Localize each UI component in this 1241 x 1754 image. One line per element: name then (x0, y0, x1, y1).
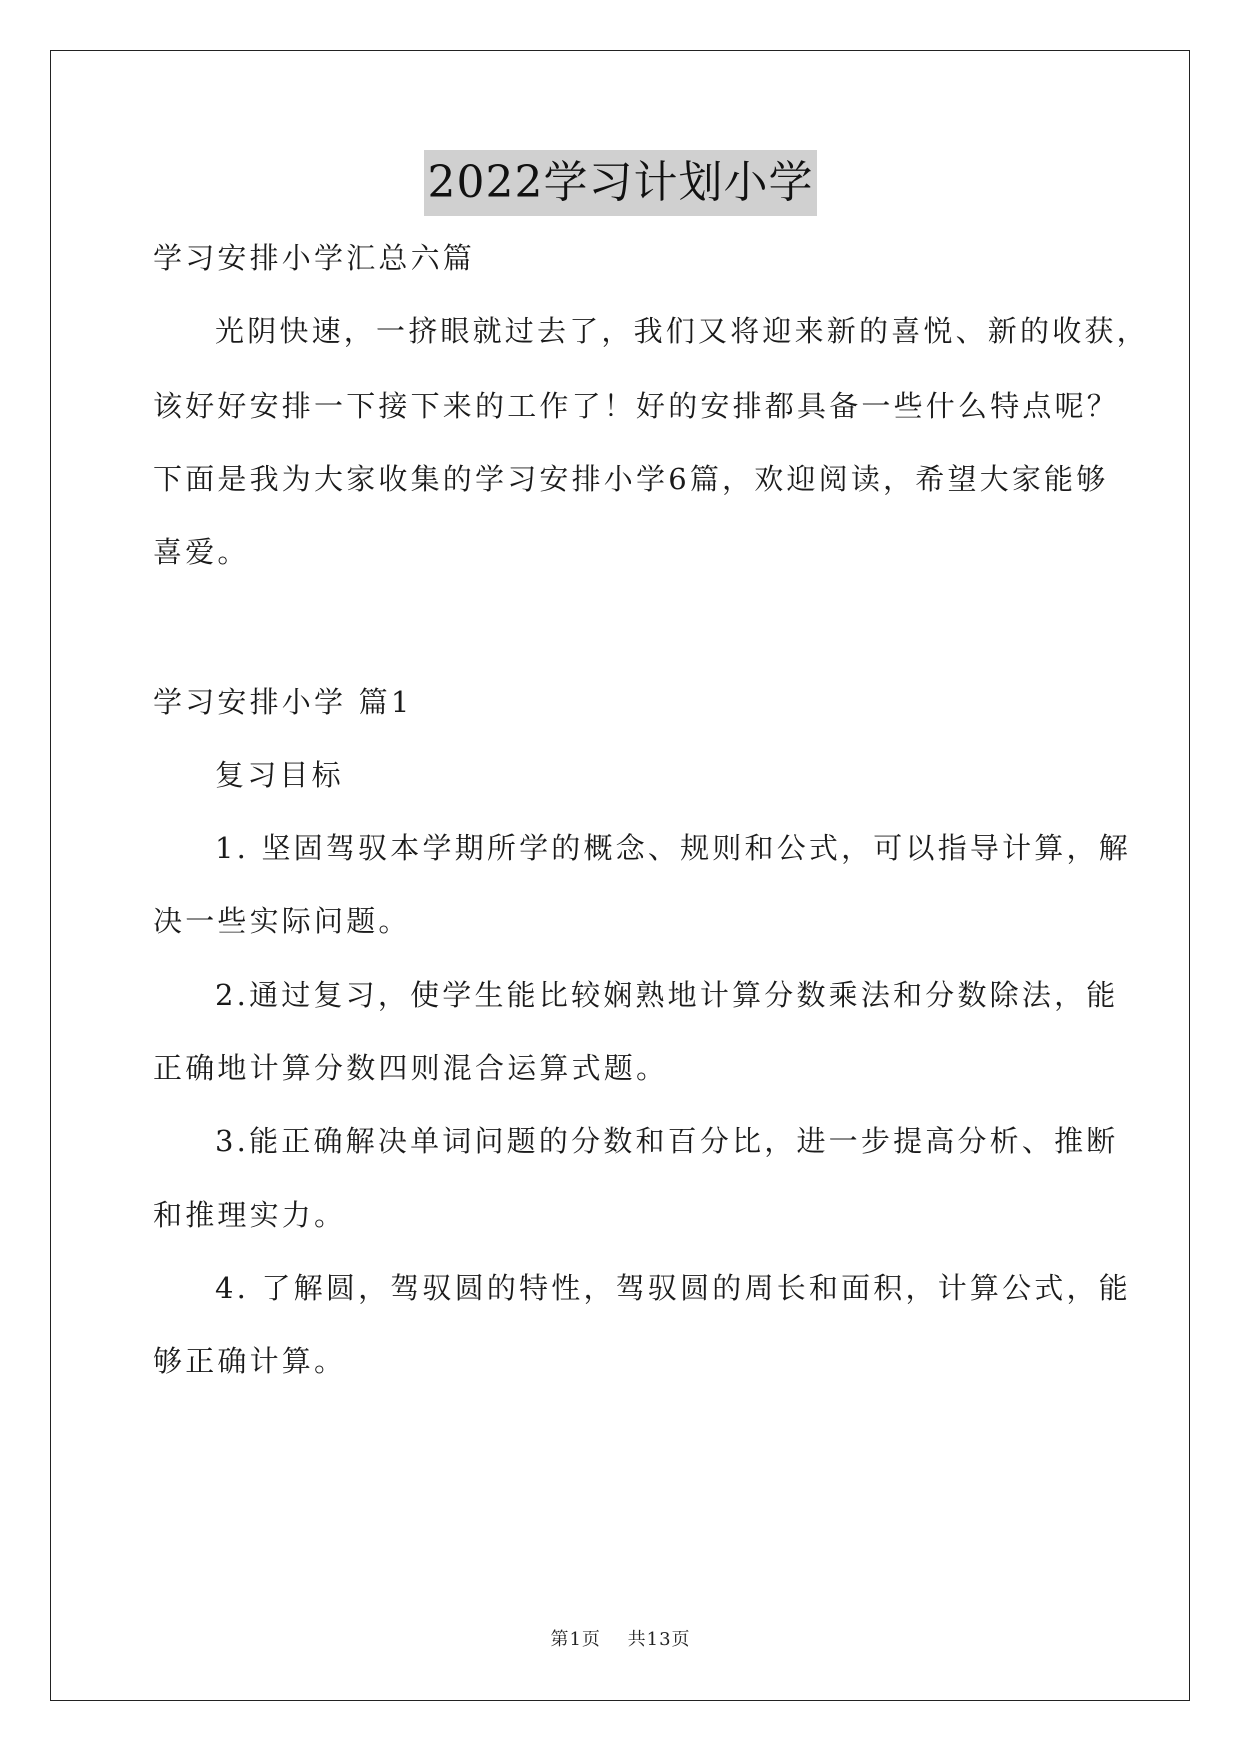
intro-line-3: 下面是我为大家收集的学习安排小学6篇，欢迎阅读，希望大家能够 (153, 462, 1109, 496)
goal-line-8: 够正确计算。 (153, 1344, 347, 1378)
goal-line-4: 正确地计算分数四则混合运算式题。 (153, 1051, 669, 1085)
document-title: 2022学习计划小学 (424, 150, 818, 216)
title-container (0, 150, 1241, 216)
page-total: 共13页 (627, 1629, 691, 1650)
goals-heading: 复习目标 (215, 758, 344, 792)
page-footer (0, 1625, 1241, 1651)
section-heading: 学习安排小学 篇1 (153, 685, 413, 719)
intro-line-1: 光阴快速，一挤眼就过去了，我们又将迎来新的喜悦、新的收获， (215, 314, 1149, 348)
page-border (50, 50, 1190, 1701)
goal-line-7: 4. 了解圆，驾驭圆的特性，驾驭圆的周长和面积，计算公式，能 (215, 1271, 1131, 1305)
intro-line-4: 喜爱。 (153, 535, 250, 569)
goal-line-3: 2.通过复习，使学生能比较娴熟地计算分数乘法和分数除法，能 (215, 978, 1119, 1012)
intro-line-2: 该好好安排一下接下来的工作了！好的安排都具备一些什么特点呢？ (153, 389, 1120, 423)
goal-line-6: 和推理实力。 (153, 1198, 347, 1232)
page-number: 第1页 (550, 1629, 601, 1650)
goal-line-5: 3.能正确解决单词问题的分数和百分比，进一步提高分析、推断 (215, 1124, 1119, 1158)
goal-line-2: 决一些实际问题。 (153, 904, 411, 938)
document-subtitle: 学习安排小学汇总六篇 (153, 241, 476, 275)
goal-line-1: 1. 坚固驾驭本学期所学的概念、规则和公式，可以指导计算，解 (215, 831, 1131, 865)
